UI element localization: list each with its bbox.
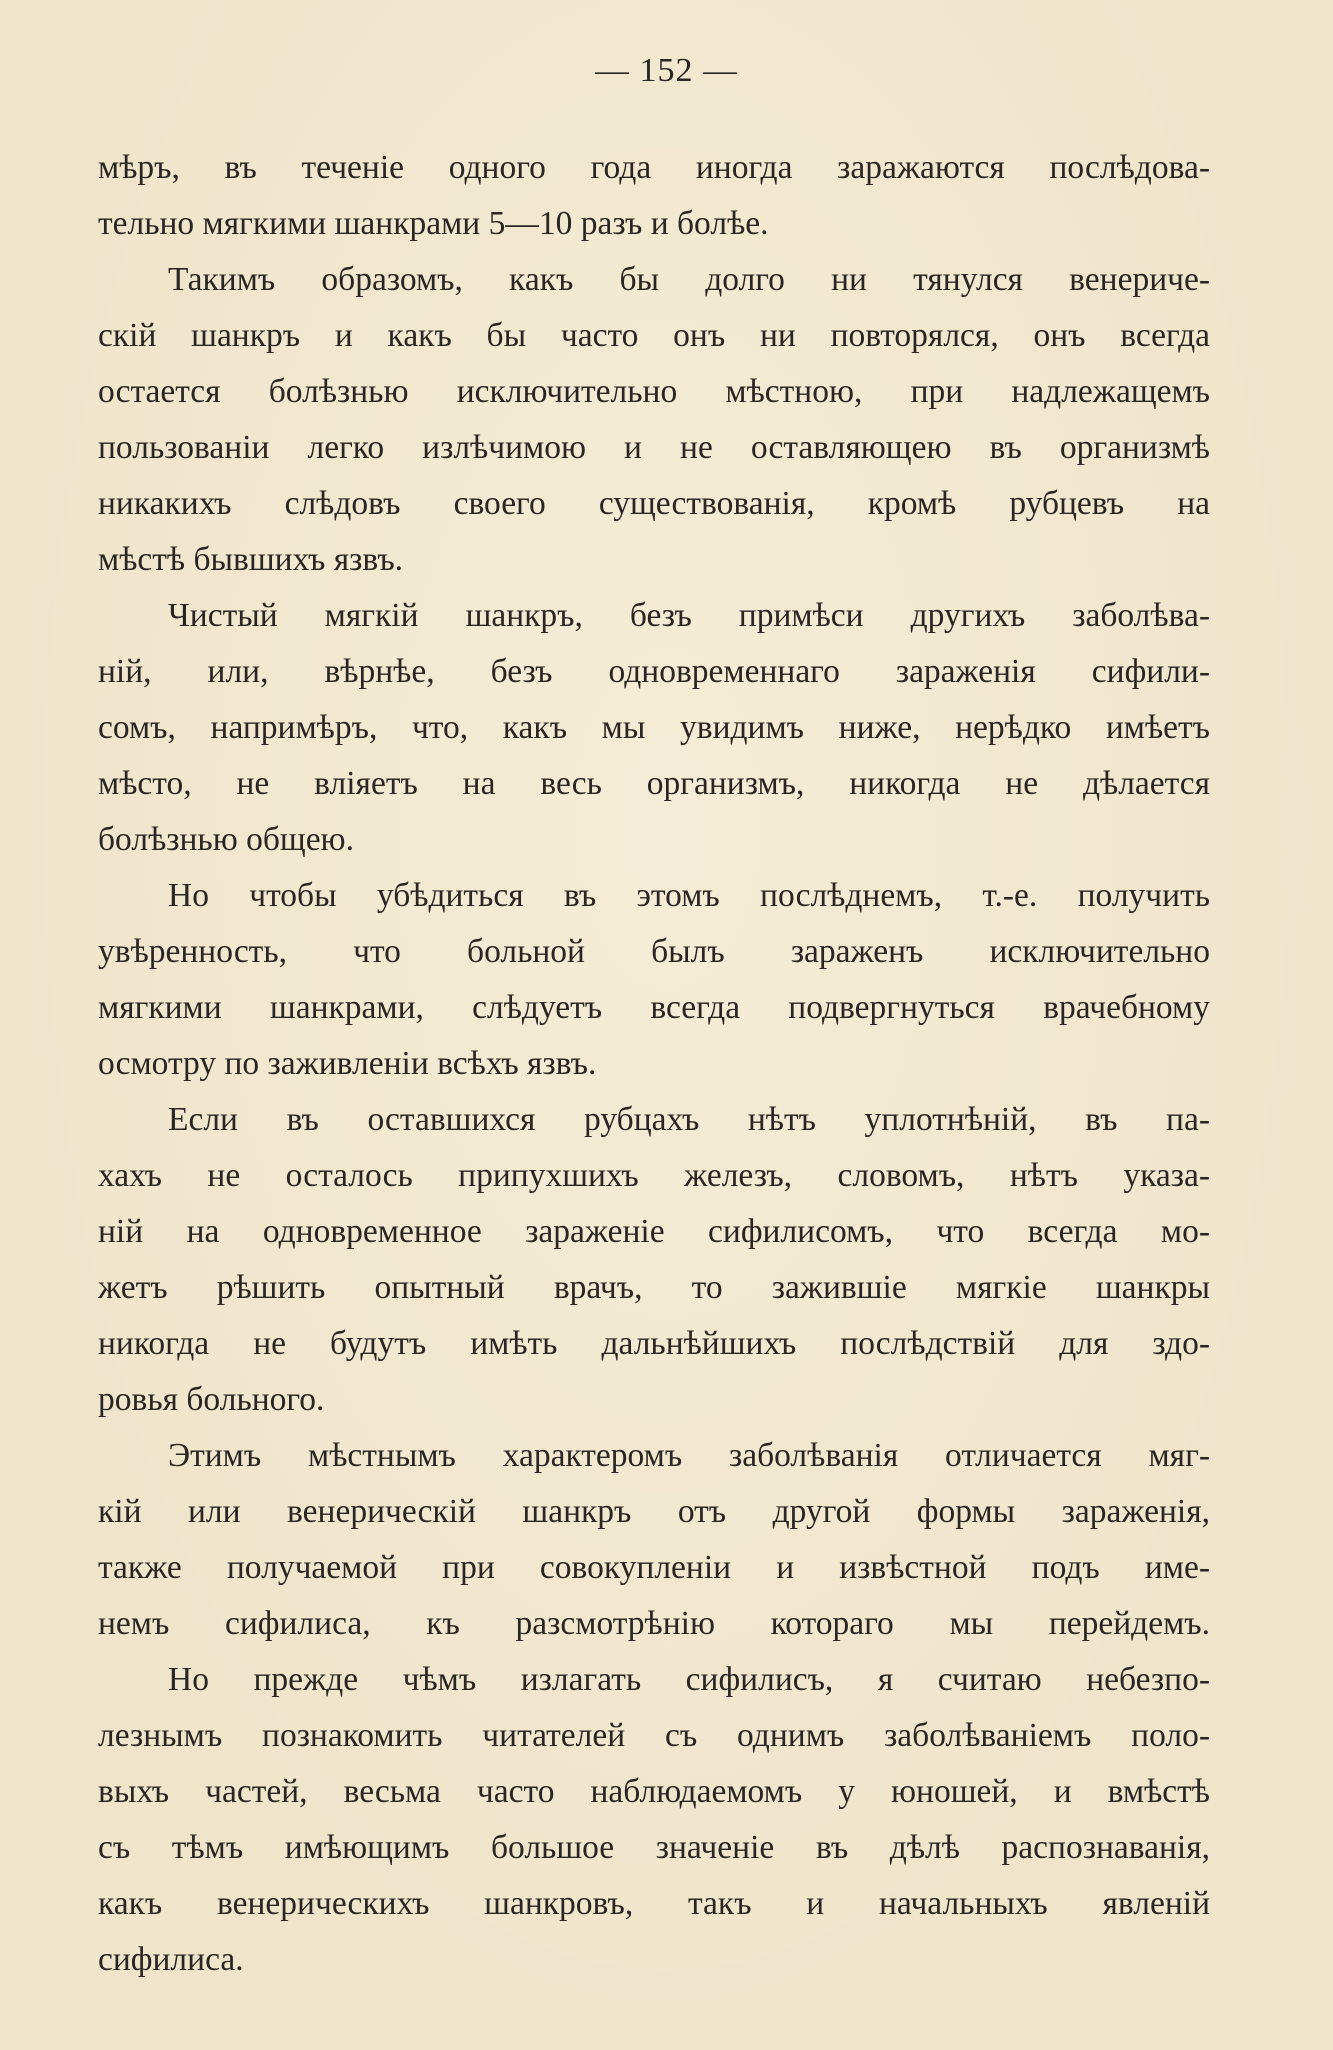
text-line: какъ венерическихъ шанкровъ, такъ и начальныхъ явленій — [98, 1885, 1210, 1922]
text-line: ровья больного. — [98, 1381, 325, 1418]
text-line: выхъ частей, весьма часто наблюдаемомъ у юношей, и вмѣстѣ — [98, 1773, 1210, 1810]
text-line: тельно мягкими шанкрами 5—10 разъ и болѣе. — [98, 205, 769, 242]
text-line: хахъ не осталось припухшихъ железъ, словомъ, нѣтъ указа- — [98, 1157, 1210, 1194]
text-line: немъ сифилиса, къ разсмотрѣнію котораго мы перейдемъ. — [98, 1605, 1210, 1642]
text-line: мѣсто, не вліяетъ на весь организмъ, никогда не дѣлается — [98, 765, 1210, 802]
text-line: никакихъ слѣдовъ своего существованія, кромѣ рубцевъ на — [98, 485, 1210, 522]
text-line: пользованіи легко излѣчимою и не оставляющею въ организмѣ — [98, 429, 1210, 466]
text-line: Чистый мягкій шанкръ, безъ примѣси другихъ заболѣва- — [168, 597, 1210, 634]
text-line: скій шанкръ и какъ бы часто онъ ни повторялся, онъ всегда — [98, 317, 1210, 354]
text-line: осмотру по заживленіи всѣхъ язвъ. — [98, 1045, 597, 1082]
text-line: мѣстѣ бывшихъ язвъ. — [98, 541, 404, 578]
text-line: сомъ, напримѣръ, что, какъ мы увидимъ ниже, нерѣдко имѣетъ — [98, 709, 1210, 746]
text-line: остается болѣзнью исключительно мѣстною, при надлежащемъ — [98, 373, 1210, 410]
text-line: сифилиса. — [98, 1941, 244, 1978]
text-line: мягкими шанкрами, слѣдуетъ всегда подвергнуться врачебному — [98, 989, 1210, 1026]
text-line: Если въ оставшихся рубцахъ нѣтъ уплотнѣній, въ па- — [168, 1101, 1210, 1138]
text-line: Но чтобы убѣдиться въ этомъ послѣднемъ, т.-е. получить — [168, 877, 1210, 914]
text-line: также получаемой при совокупленіи и извѣстной подъ име- — [98, 1549, 1210, 1586]
text-line: ній на одновременное зараженіе сифилисомъ, что всегда мо- — [98, 1213, 1210, 1250]
text-line: кій или венерическій шанкръ отъ другой формы зараженія, — [98, 1493, 1210, 1530]
text-line: никогда не будутъ имѣть дальнѣйшихъ послѣдствій для здо- — [98, 1325, 1210, 1362]
text-line: Такимъ образомъ, какъ бы долго ни тянулся венериче- — [168, 261, 1210, 298]
text-line: Но прежде чѣмъ излагать сифилисъ, я считаю небезпо- — [168, 1661, 1210, 1698]
text-line: съ тѣмъ имѣющимъ большое значеніе въ дѣлѣ распознаванія, — [98, 1829, 1210, 1866]
text-line: жетъ рѣшить опытный врачъ, то зажившіе мягкіе шанкры — [98, 1269, 1210, 1306]
page-number: — 152 — — [595, 52, 738, 89]
text-line: ній, или, вѣрнѣе, безъ одновременнаго зараженія сифили- — [98, 653, 1210, 690]
body-text — [98, 140, 1210, 1988]
text-line: увѣренность, что больной былъ зараженъ исключительно — [98, 933, 1210, 970]
text-line: болѣзнью общею. — [98, 821, 354, 858]
text-line: Этимъ мѣстнымъ характеромъ заболѣванія отличается мяг- — [168, 1437, 1210, 1474]
text-line: мѣръ, въ теченіе одного года иногда заражаются послѣдова- — [98, 149, 1210, 186]
text-line: лезнымъ познакомить читателей съ однимъ заболѣваніемъ поло- — [98, 1717, 1210, 1754]
